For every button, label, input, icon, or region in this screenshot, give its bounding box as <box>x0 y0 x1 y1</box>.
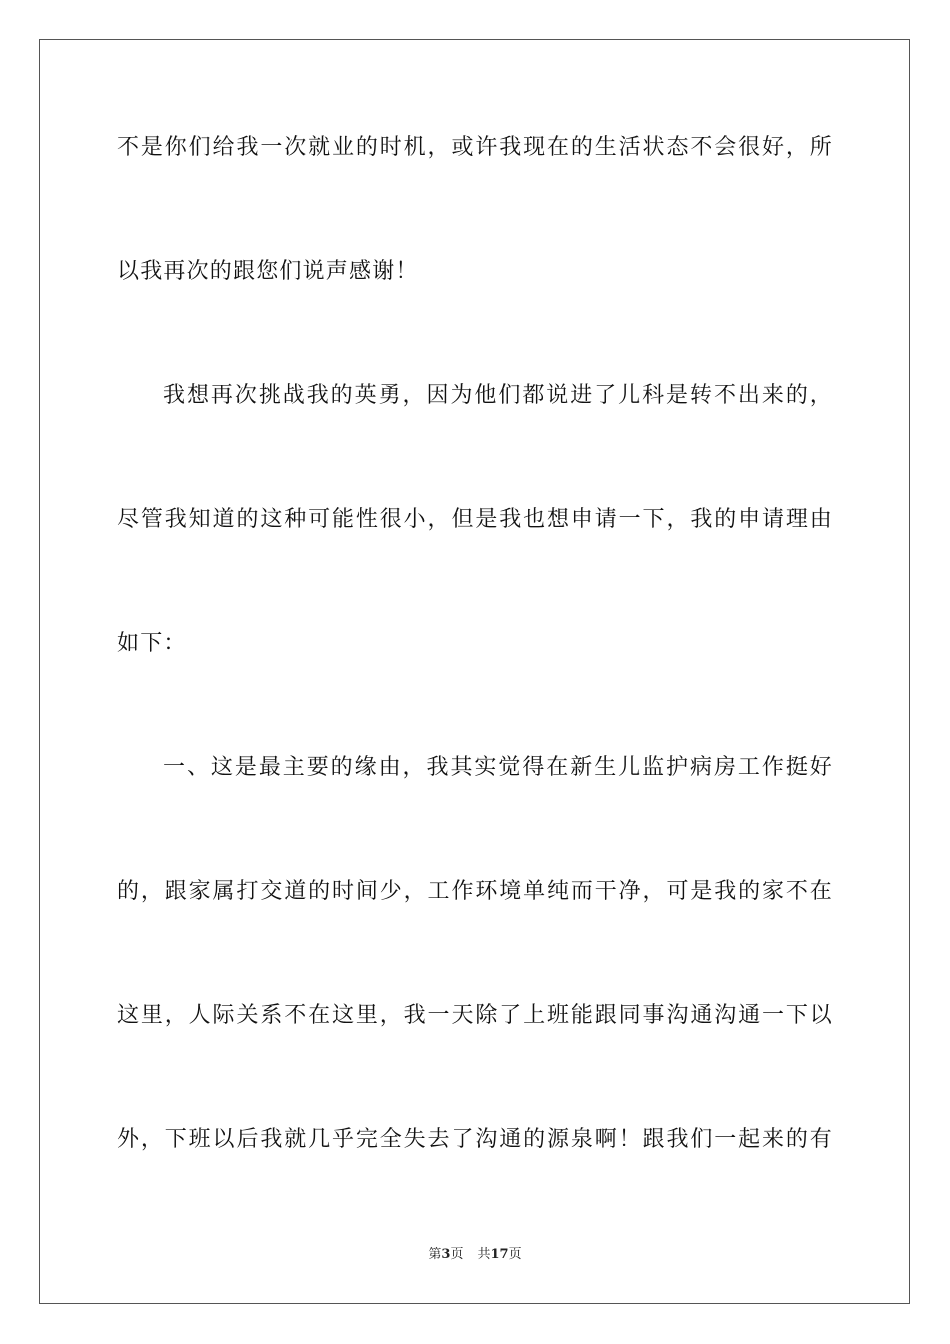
total-prefix: 共 <box>477 1247 491 1262</box>
text-line-8: 这里，人际关系不在这里，我一天除了上班能跟同事沟通沟通一下以 <box>117 1003 833 1028</box>
text-line-1: 不是你们给我一次就业的时机，或许我现在的生活状态不会很好，所 <box>117 135 833 160</box>
page-current: 3 <box>441 1247 451 1262</box>
text-line-7: 的，跟家属打交道的时间少，工作环境单纯而干净，可是我的家不在 <box>117 879 833 904</box>
text-line-9: 外，下班以后我就几乎完全失去了沟通的源泉啊！跟我们一起来的有 <box>117 1127 833 1152</box>
text-line-3: 我想再次挑战我的英勇，因为他们都说进了儿科是转不出来的， <box>163 383 833 408</box>
total-suffix: 页 <box>508 1247 522 1262</box>
text-line-5: 如下： <box>117 631 187 656</box>
total-pages: 17 <box>490 1247 509 1262</box>
page-prefix: 第 <box>428 1247 442 1262</box>
page-suffix: 页 <box>450 1247 464 1262</box>
text-line-6: 一、这是最主要的缘由，我其实觉得在新生儿监护病房工作挺好 <box>163 755 833 780</box>
page-number-footer <box>0 1246 950 1264</box>
page-border <box>39 39 910 1304</box>
text-line-4: 尽管我知道的这种可能性很小，但是我也想申请一下，我的申请理由 <box>117 507 833 532</box>
text-line-2: 以我再次的跟您们说声感谢！ <box>117 259 419 284</box>
